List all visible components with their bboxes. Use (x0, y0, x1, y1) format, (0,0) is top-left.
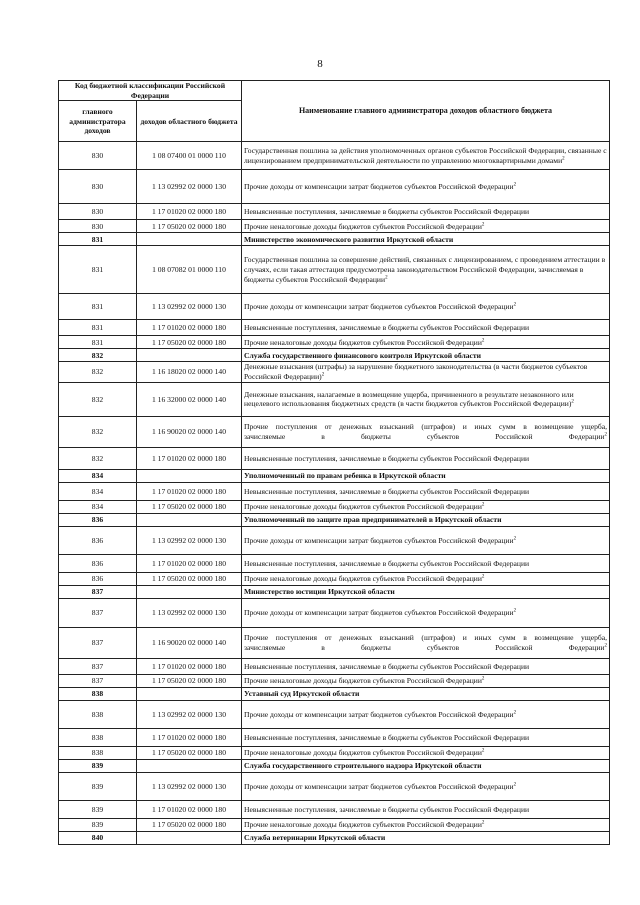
administrator-code: 832 (59, 349, 137, 362)
administrator-code: 832 (59, 447, 137, 469)
administrator-code: 832 (59, 362, 137, 382)
description-text: Прочие неналоговые доходы бюджетов субъектов Российской Федерации (244, 502, 482, 512)
description-text: Прочие неналоговые доходы бюджетов субъектов Российской Федерации (244, 748, 482, 758)
description-text: Невыясненные поступления, зачисляемые в бюджеты субъектов Российской Федерации (244, 453, 530, 463)
table-row (59, 728, 610, 746)
budget-code: 1 17 01020 02 0000 180 (137, 447, 242, 469)
budget-code: 1 16 32000 02 0000 140 (137, 382, 242, 416)
administrator-code: 831 (59, 246, 137, 294)
revenue-description (242, 482, 610, 500)
description-text: Денежные взыскания (штрафы) за нарушение бюджетного законодательства (в части бюджетов субъектов Российской Федерации) (244, 362, 588, 382)
revenue-description (242, 294, 610, 320)
administrator-row (59, 469, 610, 482)
table-row (59, 482, 610, 500)
revenue-description (242, 800, 610, 818)
budget-code (137, 687, 242, 700)
administrator-code: 834 (59, 500, 137, 513)
budget-code: 1 13 02992 02 0000 130 (137, 526, 242, 554)
revenue-description (242, 220, 610, 233)
budget-code: 1 17 05020 02 0000 180 (137, 336, 242, 349)
description-text: Прочие доходы от компенсации затрат бюджетов субъектов Российской Федерации (244, 535, 514, 545)
administrator-code: 830 (59, 170, 137, 204)
footnote-marker: 2 (481, 222, 485, 228)
administrator-code: 839 (59, 818, 137, 831)
budget-code (137, 585, 242, 598)
footnote-marker: 2 (604, 643, 607, 649)
revenue-description (242, 170, 610, 204)
table-row (59, 554, 610, 572)
table-row (59, 800, 610, 818)
table-body (59, 142, 610, 844)
footnote-marker: 2 (513, 608, 517, 614)
description-text: Невыясненные поступления, зачисляемые в бюджеты субъектов Российской Федерации (244, 732, 530, 742)
administrator-code: 837 (59, 674, 137, 687)
description-text: Невыясненные поступления, зачисляемые в бюджеты субъектов Российской Федерации (244, 804, 530, 814)
budget-code (137, 233, 242, 246)
footnote-marker: 2 (481, 676, 485, 682)
administrator-name (242, 469, 610, 482)
description-text: Невыясненные поступления, зачисляемые в бюджеты субъектов Российской Федерации (244, 323, 530, 333)
administrator-name (242, 687, 610, 700)
description-text: Невыясненные поступления, зачисляемые в бюджеты субъектов Российской Федерации (244, 207, 530, 217)
description-text: Прочие поступления от денежных взысканий (штрафов) и иных сумм в возмещение ущерба, зачисляемые в бюджеты субъектов Российской Федерации (244, 633, 607, 652)
revenue-description (242, 142, 610, 170)
administrator-name (242, 233, 610, 246)
budget-code: 1 13 02992 02 0000 130 (137, 598, 242, 627)
description-text: Министерство юстиции Иркутской области (244, 587, 395, 597)
revenue-description (242, 700, 610, 728)
footnote-marker: 2 (513, 781, 517, 787)
table-row (59, 220, 610, 233)
budget-code: 1 17 05020 02 0000 180 (137, 818, 242, 831)
revenue-description (242, 526, 610, 554)
administrator-code: 839 (59, 772, 137, 800)
administrator-row (59, 687, 610, 700)
table-row (59, 674, 610, 687)
table-row (59, 598, 610, 627)
budget-code (137, 469, 242, 482)
regional-revenue-header: доходов областного бюджета (137, 101, 242, 142)
revenue-description (242, 336, 610, 349)
table-row (59, 204, 610, 220)
description-text: Уполномоченный по защите прав предпринимателей в Иркутской области (244, 515, 502, 525)
administrator-code: 838 (59, 700, 137, 728)
description-text: Уполномоченный по правам ребенка в Иркутской области (244, 471, 446, 481)
table-row (59, 447, 610, 469)
budget-code: 1 17 01020 02 0000 180 (137, 320, 242, 336)
administrator-code: 831 (59, 336, 137, 349)
revenue-description (242, 447, 610, 469)
budget-code: 1 17 01020 02 0000 180 (137, 204, 242, 220)
footnote-marker: 2 (481, 338, 485, 344)
footnote-marker: 2 (513, 709, 517, 715)
administrator-code: 840 (59, 831, 137, 844)
table-row (59, 362, 610, 382)
footnote-marker: 2 (513, 182, 517, 188)
table-row (59, 246, 610, 294)
description-text: Прочие доходы от компенсации затрат бюджетов субъектов Российской Федерации (244, 781, 514, 791)
administrator-row (59, 831, 610, 844)
administrator-code: 832 (59, 382, 137, 416)
budget-code (137, 759, 242, 772)
budget-code: 1 17 01020 02 0000 180 (137, 800, 242, 818)
administrator-row (59, 585, 610, 598)
administrator-code: 837 (59, 585, 137, 598)
revenue-description (242, 598, 610, 627)
table-row (59, 416, 610, 447)
description-text: Прочие неналоговые доходы бюджетов субъектов Российской Федерации (244, 337, 482, 347)
administrator-code: 831 (59, 233, 137, 246)
administrator-code: 836 (59, 554, 137, 572)
footnote-marker: 2 (513, 535, 517, 541)
budget-code: 1 17 01020 02 0000 180 (137, 482, 242, 500)
budget-code: 1 17 05020 02 0000 180 (137, 572, 242, 585)
administrator-code: 837 (59, 598, 137, 627)
administrator-row (59, 759, 610, 772)
administrator-name (242, 759, 610, 772)
description-text: Прочие доходы от компенсации затрат бюджетов субъектов Российской Федерации (244, 709, 514, 719)
budget-code (137, 831, 242, 844)
administrator-code: 837 (59, 627, 137, 658)
revenue-description (242, 246, 610, 294)
footnote-marker: 2 (562, 156, 565, 162)
page-number: 8 (317, 58, 323, 70)
revenue-description (242, 746, 610, 759)
table-row (59, 627, 610, 658)
footnote-marker: 2 (481, 820, 485, 826)
administrator-code: 830 (59, 204, 137, 220)
administrator-name (242, 513, 610, 526)
budget-code (137, 349, 242, 362)
revenue-description (242, 658, 610, 674)
revenue-administrators-table (58, 80, 610, 845)
administrator-code: 832 (59, 416, 137, 447)
footnote-marker: 2 (513, 302, 517, 308)
footnote-marker: 2 (481, 748, 485, 754)
description-text: Служба государственного строительного надзора Иркутской области (244, 761, 482, 771)
description-text: Невыясненные поступления, зачисляемые в бюджеты субъектов Российской Федерации (244, 486, 530, 496)
budget-code: 1 16 90020 02 0000 140 (137, 627, 242, 658)
budget-code: 1 17 05020 02 0000 180 (137, 500, 242, 513)
budget-code: 1 16 90020 02 0000 140 (137, 416, 242, 447)
table-row (59, 142, 610, 170)
revenue-description (242, 382, 610, 416)
revenue-description (242, 674, 610, 687)
description-text: Государственная пошлина за действия уполномоченных органов субъектов Российской Федерации, связанные с лицензированием предпринимательской деятельности по управлению многоквартирными домами (244, 146, 607, 165)
revenue-description (242, 500, 610, 513)
description-text: Прочие доходы от компенсации затрат бюджетов субъектов Российской Федерации (244, 302, 514, 312)
administrator-code: 836 (59, 513, 137, 526)
revenue-description (242, 204, 610, 220)
budget-code (137, 513, 242, 526)
table-row (59, 772, 610, 800)
table-row (59, 818, 610, 831)
description-text: Прочие поступления от денежных взысканий (штрафов) и иных сумм в возмещение ущерба, зачисляемые в бюджеты субъектов Российской Федерации (244, 422, 607, 441)
description-text: Государственная пошлина за совершение действий, связанных с лицензированием, с проведением аттестации в случаях, если такая аттестация предусмотрена законодательством Российской Федерации, зачисляемая в бюджеты субъектов Российской Федерации (244, 255, 606, 284)
revenue-description (242, 554, 610, 572)
administrator-code: 831 (59, 294, 137, 320)
revenue-description (242, 362, 610, 382)
table-row (59, 500, 610, 513)
table-row (59, 382, 610, 416)
administrator-code: 834 (59, 469, 137, 482)
footnote-marker: 2 (481, 574, 485, 580)
table-row (59, 294, 610, 320)
administrator-name (242, 831, 610, 844)
revenue-description (242, 320, 610, 336)
budget-code: 1 08 07400 01 0000 110 (137, 142, 242, 170)
budget-code: 1 16 18020 02 0000 140 (137, 362, 242, 382)
budget-code: 1 08 07082 01 0000 110 (137, 246, 242, 294)
administrator-code: 837 (59, 658, 137, 674)
description-text: Невыясненные поступления, зачисляемые в бюджеты субъектов Российской Федерации (244, 661, 530, 671)
budget-code: 1 13 02992 02 0000 130 (137, 170, 242, 204)
administrator-code: 839 (59, 759, 137, 772)
administrator-code: 834 (59, 482, 137, 500)
administrator-row (59, 233, 610, 246)
description-text: Денежные взыскания, налагаемые в возмещение ущерба, причиненного в результате незаконного или нецелевого использования бюджетных средств (в части бюджетов субъектов Российской Федерации) (244, 389, 574, 409)
administrator-code: 839 (59, 800, 137, 818)
footnote-marker: 2 (321, 372, 325, 378)
table-row (59, 746, 610, 759)
description-text: Служба государственного финансового контроля Иркутской области (244, 350, 482, 360)
revenue-description (242, 772, 610, 800)
budget-classification-header: Код бюджетной классификации Российской Федерации (59, 81, 242, 101)
administrator-name (242, 349, 610, 362)
description-text: Прочие неналоговые доходы бюджетов субъектов Российской Федерации (244, 676, 482, 686)
administrator-row (59, 349, 610, 362)
budget-code: 1 17 05020 02 0000 180 (137, 746, 242, 759)
budget-code: 1 17 01020 02 0000 180 (137, 554, 242, 572)
revenue-description (242, 416, 610, 447)
administrator-code: 838 (59, 728, 137, 746)
budget-code: 1 17 01020 02 0000 180 (137, 658, 242, 674)
administrator-code: 831 (59, 320, 137, 336)
administrator-code: 838 (59, 746, 137, 759)
description-text: Прочие доходы от компенсации затрат бюджетов субъектов Российской Федерации (244, 182, 514, 192)
description-text: Служба ветеринарии Иркутской области (244, 833, 386, 843)
table-row (59, 526, 610, 554)
budget-code: 1 13 02992 02 0000 130 (137, 700, 242, 728)
administrator-name (242, 585, 610, 598)
administrator-code: 830 (59, 142, 137, 170)
table-row (59, 700, 610, 728)
footnote-marker: 2 (481, 502, 485, 508)
budget-code: 1 17 05020 02 0000 180 (137, 220, 242, 233)
revenue-description (242, 627, 610, 658)
table-row (59, 658, 610, 674)
administrator-code: 836 (59, 526, 137, 554)
budget-code: 1 17 01020 02 0000 180 (137, 728, 242, 746)
main-administrator-header: главного администратора доходов (59, 101, 137, 142)
table-row (59, 336, 610, 349)
budget-code: 1 13 02992 02 0000 130 (137, 294, 242, 320)
description-text: Прочие неналоговые доходы бюджетов субъектов Российской Федерации (244, 221, 482, 231)
footnote-marker: 2 (604, 432, 607, 438)
description-text: Прочие неналоговые доходы бюджетов субъектов Российской Федерации (244, 574, 482, 584)
description-text: Невыясненные поступления, зачисляемые в бюджеты субъектов Российской Федерации (244, 558, 530, 568)
footnote-marker: 2 (385, 275, 388, 281)
revenue-description (242, 728, 610, 746)
budget-code: 1 17 05020 02 0000 180 (137, 674, 242, 687)
administrator-code: 830 (59, 220, 137, 233)
description-text: Прочие неналоговые доходы бюджетов субъектов Российской Федерации (244, 820, 482, 830)
description-text: Уставный суд Иркутской области (244, 689, 360, 699)
budget-code: 1 13 02992 02 0000 130 (137, 772, 242, 800)
revenue-description (242, 572, 610, 585)
table-row (59, 320, 610, 336)
administrator-code: 838 (59, 687, 137, 700)
table-row (59, 170, 610, 204)
administrator-code: 836 (59, 572, 137, 585)
description-text: Прочие доходы от компенсации затрат бюджетов субъектов Российской Федерации (244, 608, 514, 618)
revenue-description (242, 818, 610, 831)
administrator-row (59, 513, 610, 526)
description-text: Министерство экономического развития Иркутской области (244, 234, 454, 244)
administrator-name-header: Наименование главного администратора доходов областного бюджета (242, 81, 610, 142)
table-row (59, 572, 610, 585)
footnote-marker: 2 (571, 399, 574, 405)
